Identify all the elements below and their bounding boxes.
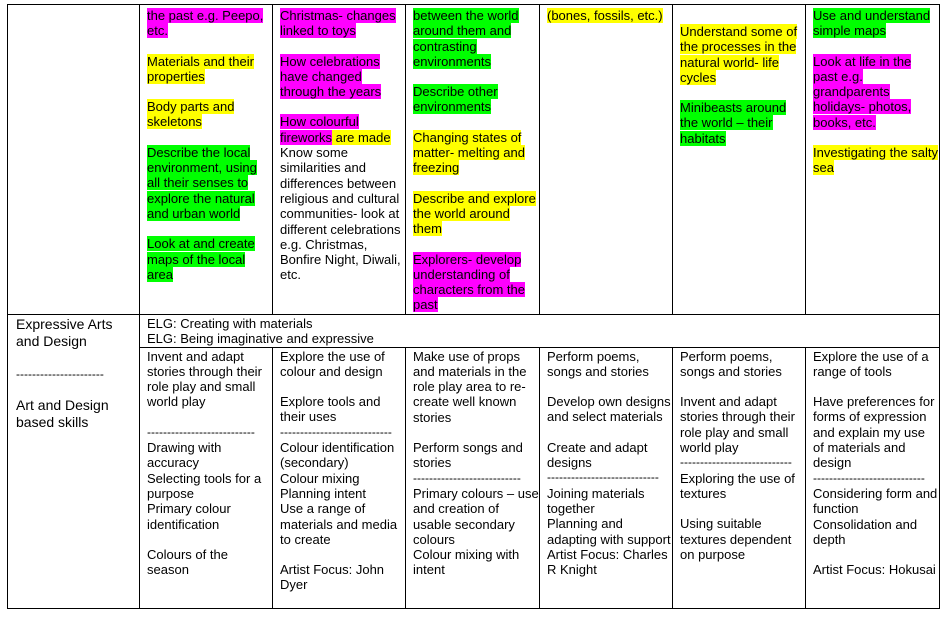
skill-paragraph [813,471,939,547]
skill-line: Planning intent [280,485,367,501]
topic-text: How celebrations have changed through the years [280,53,382,100]
skill-paragraph [813,394,939,470]
top-col-2 [273,5,406,315]
skill-paragraph [680,349,805,380]
top-col-1 [140,5,273,315]
topic-paragraph [413,191,539,237]
skill-divider: --------------------------- [147,424,255,439]
topic-text: (bones, fossils, etc.) [547,8,663,23]
skill-line: Explore tools and their uses [280,394,381,425]
skill-divider: ---------------------------- [547,470,659,485]
skill-paragraph [680,394,805,455]
skill-paragraph [280,394,405,425]
topic-text: between the world around them and contrasting environments [413,8,519,69]
topic-paragraph [813,8,939,39]
topic-text: are made [332,129,391,145]
skill-paragraph [813,349,939,380]
topic-text: Christmas- changes linked to toys [280,8,396,39]
skills-col-6 [806,347,940,608]
topic-paragraph [813,145,939,176]
topic-paragraph [413,252,539,313]
elg-row [8,315,940,348]
topic-paragraph [280,145,405,283]
skill-line: Colours of the season [147,546,228,578]
topic-text: How colourful fireworks [280,114,359,145]
top-col-6 [806,5,940,315]
topic-text: Use and understand simple maps [813,8,931,39]
skill-line: Planning and adapting with support [547,516,671,547]
skill-line: Exploring the use of textures [680,470,795,501]
skill-line: Develop own designs and select materials [547,394,671,425]
skill-line: Have preferences for forms of expression and explain my use of materials and design [813,394,935,471]
skill-line: Perform songs and stories [413,440,523,471]
skill-paragraph [147,349,272,410]
area-title: Expressive Arts and Design [16,316,113,349]
skill-line: Invent and adapt stories through their role play and small world play [680,394,795,456]
elg-line-1: ELG: Creating with materials [147,316,313,331]
skill-paragraph [813,562,939,577]
topic-text: grandparents [813,84,890,100]
top-col-4 [540,5,673,315]
topic-text: Describe and explore the world around them [413,190,536,237]
topic-paragraph [413,130,539,176]
topic-paragraph [680,100,805,146]
top-row [8,5,940,315]
area-divider: ---------------------- [16,367,104,381]
skill-paragraph [147,547,272,578]
topic-paragraph [813,54,939,130]
area-subtitle: Art and Design based skills [16,397,109,430]
topic-text: Look at and create maps of the local area [147,236,255,282]
skill-paragraph [280,562,405,593]
skill-paragraph [547,440,672,471]
skill-line: Selecting tools for a purpose [147,470,262,501]
topic-text: Explorers- develop understanding of characters from the past [413,251,525,313]
skill-line: Perform poems, songs and stories [680,348,782,379]
skills-col-4 [540,347,673,608]
skill-line: Use a range of materials and media to create [280,501,398,547]
skill-line: Invent and adapt stories through their role play and small world play [147,348,262,410]
skills-col-3 [406,347,540,608]
skills-col-2 [273,347,406,608]
skill-paragraph [547,349,672,380]
skill-paragraph [547,394,672,425]
skill-line: Using suitable textures dependent on purpose [680,516,792,562]
skill-line: Primary colours – use and creation of usable secondary colours [413,485,539,547]
topic-paragraph [413,8,539,69]
skill-line: Artist Focus: Charles R Knight [547,546,668,578]
skill-line: Colour mixing with intent [413,547,520,578]
skill-paragraph [547,470,672,577]
skill-line: Colour identification (secondary) [280,440,395,471]
topic-paragraph [147,145,272,221]
skill-line: Explore the use of colour and design [280,348,385,379]
skills-col-5 [673,347,806,608]
topic-text: Body parts and skeletons [147,99,235,130]
skill-paragraph [413,440,539,471]
topic-text: Materials and their properties [147,53,254,84]
skill-paragraph [413,349,539,425]
skill-paragraph [680,516,805,562]
topic-text: Describe the local environment, using all their senses to explore the natural and urban world [147,144,257,221]
topic-text: Look at life in the past e.g. [813,53,912,84]
topic-paragraph [147,236,272,282]
topic-paragraph [147,54,272,85]
topic-text: Describe other environments [413,84,498,115]
skill-divider: ---------------------------- [680,455,792,470]
topic-text: Changing states of matter- melting and freezing [413,129,525,176]
skill-line: Primary colour identification [147,501,231,532]
topic-text: holidays- photos, books, etc. [813,99,912,130]
topic-paragraph [680,24,805,85]
topic-paragraph [280,54,405,100]
topic-text: Understand some of the processes in the natural world- life cycles [680,24,798,85]
skill-paragraph [280,425,405,547]
skill-divider: ---------------------------- [813,470,925,485]
elg-cell [140,315,940,348]
skill-line: Artist Focus: Hokusai [813,562,936,578]
skill-line: Make use of props and materials in the role play area to re-create well known stories [413,348,527,425]
skill-divider: --------------------------- [413,470,521,485]
top-row-area-cell [8,5,140,315]
topic-paragraph [280,8,405,39]
skill-paragraph [413,471,539,578]
skill-line: Considering form and function [813,485,938,517]
topic-paragraph [413,84,539,115]
topic-text: Know some similarities and differences between religious and cultural communities- look at different celebrations e.g. Christmas, Bonfire Night, Diwali, etc. [280,145,401,283]
skill-line: Joining materials together [547,485,645,516]
skills-row [8,347,940,608]
top-col-3 [406,5,540,315]
skill-line: Colour mixing [280,470,360,486]
skill-line: Explore the use of a range of tools [813,348,929,379]
skill-line: Drawing with accuracy [147,440,222,471]
topic-text: Minibeasts around the world – their habitats [680,100,787,146]
elg-line-2: ELG: Being imaginative and expressive [147,331,374,347]
topic-paragraph [547,8,672,23]
skill-line: Create and adapt designs [547,439,648,471]
area-cell [8,315,140,609]
skill-line: Perform poems, songs and stories [547,348,649,379]
skill-paragraph [147,425,272,532]
skill-divider: ---------------------------- [280,424,392,439]
topic-paragraph [147,99,272,130]
topic-paragraph [280,114,405,145]
topic-text: the past e.g. Peepo, etc. [147,8,264,39]
topic-text: Investigating the salty sea [813,145,939,176]
top-col-5 [673,5,806,315]
skill-line: Consolidation and depth [813,516,918,547]
skills-col-1 [140,347,273,608]
curriculum-table [7,4,940,609]
skill-paragraph [680,455,805,501]
skill-paragraph [280,349,405,380]
skill-line: Artist Focus: John Dyer [280,562,385,593]
topic-paragraph [147,8,272,39]
